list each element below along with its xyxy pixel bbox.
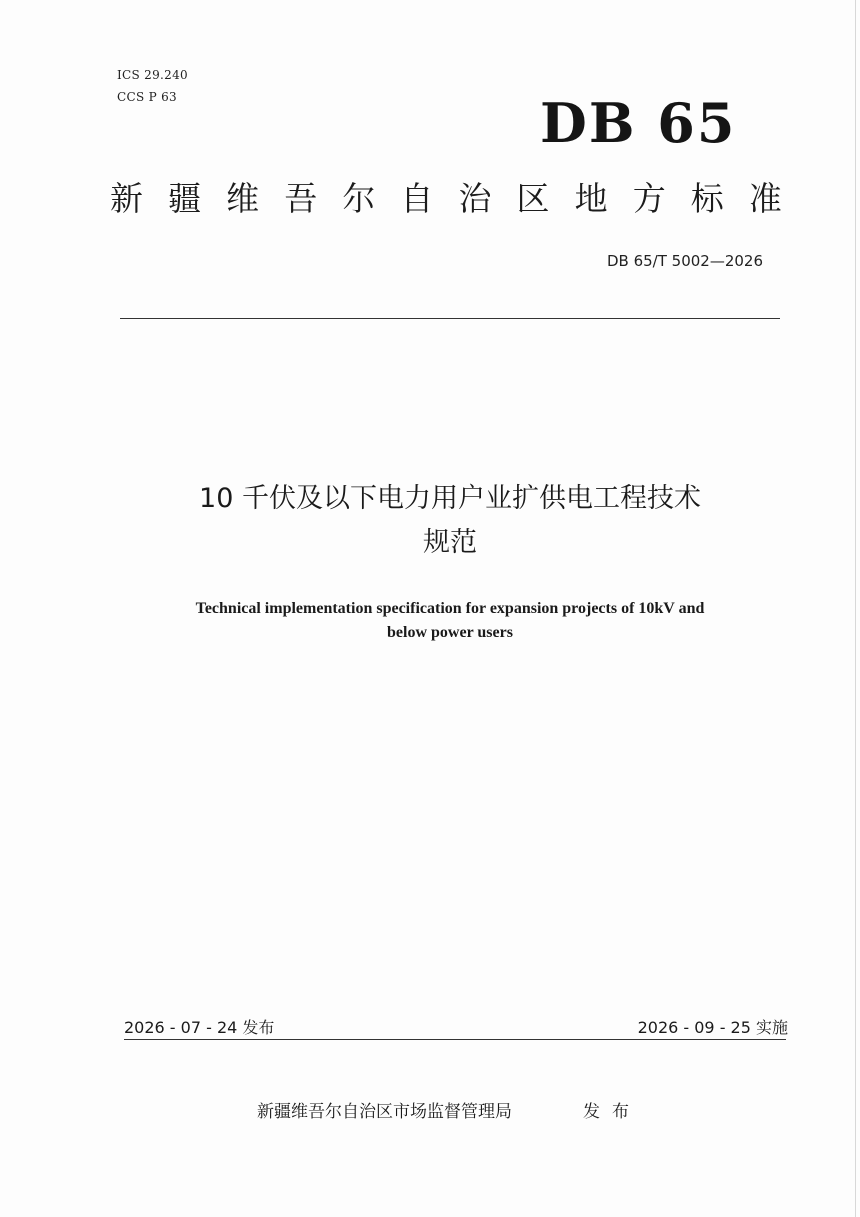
ics-code: ICS 29.240: [117, 68, 188, 82]
ccs-code: CCS P 63: [117, 90, 177, 104]
standard-type-char: 自: [400, 179, 434, 218]
title-english-line-2: below power users: [387, 624, 513, 641]
page-edge-line: [855, 0, 856, 1217]
standard-type-char: 治: [458, 179, 492, 218]
issuing-authority: 新疆维吾尔自治区市场监督管理局: [257, 1102, 512, 1122]
standard-type-char: 维: [226, 179, 260, 218]
standard-type-char: 区: [516, 179, 550, 218]
title-english-line-1: Technical implementation specification for expansion projects of 10kV and: [195, 600, 705, 617]
title-chinese: [100, 477, 800, 565]
title-english: [120, 597, 780, 645]
standard-type-heading: [110, 179, 782, 218]
standard-type-char: 地: [574, 179, 608, 218]
publish-date: 2026 - 07 - 24 发布: [124, 1018, 275, 1037]
effective-date: 2026 - 09 - 25 实施: [637, 1018, 788, 1037]
standard-number: DB 65/T 5002—2026: [606, 252, 763, 270]
title-chinese-line-2: 规范: [423, 527, 477, 558]
top-divider: [120, 318, 780, 319]
standard-type-char: 新: [110, 179, 143, 218]
bottom-divider: [124, 1039, 786, 1040]
standard-type-char: 标: [690, 179, 724, 218]
standard-type-char: 疆: [168, 179, 202, 218]
standard-type-char: 方: [632, 179, 666, 218]
db-logo: DB 65: [540, 91, 737, 155]
title-chinese-line-1: 10 千伏及以下电力用户业扩供电工程技术: [199, 483, 701, 514]
issue-label: 发布: [583, 1102, 641, 1122]
standard-type-char: 吾: [284, 179, 318, 218]
standard-type-char: 准: [748, 179, 782, 218]
standard-type-char: 尔: [342, 179, 376, 218]
